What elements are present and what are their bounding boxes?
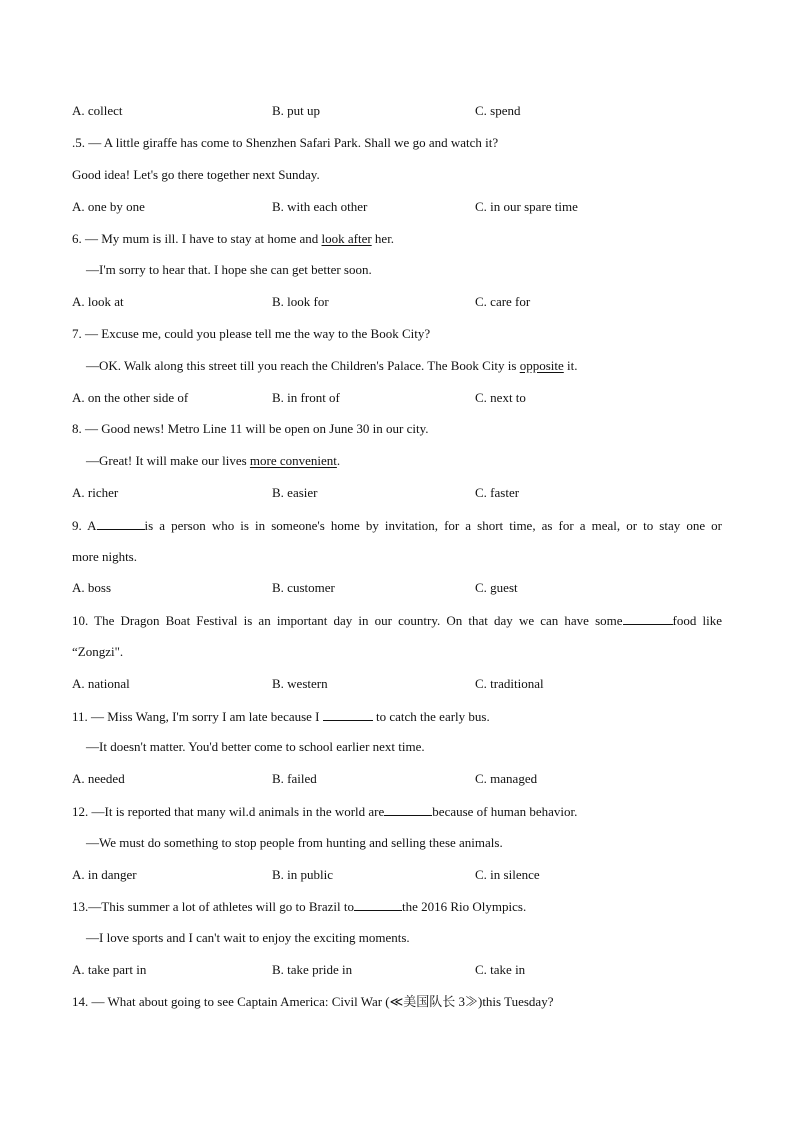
q7-reply-pre: —OK. Walk along this street till you reach the Children's Palace. The Book City is bbox=[86, 358, 520, 373]
q6-reply: —I'm sorry to hear that. I hope she can get better soon. bbox=[86, 262, 372, 277]
q13-stem bbox=[72, 898, 722, 915]
q11-stem bbox=[72, 708, 722, 725]
q12-stem-pre: 12. —It is reported that many wil.d animals in the world are bbox=[72, 804, 385, 819]
q11-option-b: B. failed bbox=[272, 771, 317, 786]
q6-stem-pre: 6. — My mum is ill. I have to stay at home and bbox=[72, 231, 322, 246]
q6-underlined-phrase: look after bbox=[321, 231, 372, 246]
q14-stem: 14. — What about going to see Captain America: Civil War (≪美国队长 3≫)this Tuesday? bbox=[72, 994, 554, 1009]
q12-stem-post: because of human behavior. bbox=[432, 804, 578, 819]
q5-option-c: C. in our spare time bbox=[475, 199, 578, 214]
q13-stem-post: the 2016 Rio Olympics. bbox=[401, 899, 527, 914]
q10-stem-continued: “Zongzi". bbox=[72, 644, 124, 659]
q12-blank bbox=[384, 803, 432, 816]
q7-option-c: C. next to bbox=[475, 390, 526, 405]
q12-reply: —We must do something to stop people from hunting and selling these animals. bbox=[86, 835, 503, 850]
q9-stem-continued: more nights. bbox=[72, 549, 137, 564]
q13-stem-pre: 13.—This summer a lot of athletes will go to Brazil to bbox=[72, 899, 354, 914]
q12-option-a: A. in danger bbox=[72, 867, 137, 882]
q10-option-b: B. western bbox=[272, 676, 328, 691]
q6-stem bbox=[72, 231, 722, 247]
q8-stem: 8. — Good news! Metro Line 11 will be open on June 30 in our city. bbox=[72, 421, 429, 436]
q9-stem bbox=[72, 517, 722, 534]
q11-blank bbox=[323, 708, 373, 721]
q9-stem-post: is a person who is in someone's home by invitation, for a short time, as for a meal, or to stay one or bbox=[144, 518, 722, 533]
q13-reply: —I love sports and I can't wait to enjoy the exciting moments. bbox=[86, 930, 410, 945]
q9-blank bbox=[97, 517, 145, 530]
q10-option-c: C. traditional bbox=[475, 676, 544, 691]
q10-stem-post: food like bbox=[672, 613, 723, 628]
q10-stem-pre: 10. The Dragon Boat Festival is an important day in our country. On that day we can have some bbox=[72, 613, 623, 628]
q12-stem bbox=[72, 803, 722, 820]
q11-reply: —It doesn't matter. You'd better come to school earlier next time. bbox=[86, 739, 425, 754]
q9-option-b: B. customer bbox=[272, 580, 335, 595]
q5-option-b: B. with each other bbox=[272, 199, 368, 214]
q8-option-a: A. richer bbox=[72, 485, 119, 500]
q8-underlined-phrase: more convenient bbox=[249, 453, 337, 468]
q8-option-c: C. faster bbox=[475, 485, 520, 500]
q8-reply bbox=[86, 453, 722, 469]
q7-option-a: A. on the other side of bbox=[72, 390, 189, 405]
q12-option-c: C. in silence bbox=[475, 867, 540, 882]
q7-stem: 7. — Excuse me, could you please tell me the way to the Book City? bbox=[72, 326, 431, 341]
q10-blank bbox=[623, 612, 673, 625]
q4-option-a: A. collect bbox=[72, 103, 123, 118]
q10-stem bbox=[72, 612, 722, 629]
q8-option-b: B. easier bbox=[272, 485, 318, 500]
q11-option-c: C. managed bbox=[475, 771, 538, 786]
q6-option-a: A. look at bbox=[72, 294, 124, 309]
q10-option-a: A. national bbox=[72, 676, 130, 691]
q11-option-a: A. needed bbox=[72, 771, 125, 786]
q13-option-c: C. take in bbox=[475, 962, 526, 977]
q12-option-b: B. in public bbox=[272, 867, 334, 882]
q11-stem-pre: 11. — Miss Wang, I'm sorry I am late because I bbox=[72, 709, 323, 724]
q9-stem-pre: 9. A bbox=[72, 518, 97, 533]
q5-answer: Good idea! Let's go there together next Sunday. bbox=[72, 167, 320, 182]
q6-option-b: B. look for bbox=[272, 294, 329, 309]
q7-reply-post: it. bbox=[563, 358, 578, 373]
q8-reply-post: . bbox=[336, 453, 341, 468]
q7-option-b: B. in front of bbox=[272, 390, 340, 405]
q4-option-c: C. spend bbox=[475, 103, 521, 118]
q6-option-c: C. care for bbox=[475, 294, 531, 309]
q5-stem: .5. — A little giraffe has come to Shenzhen Safari Park. Shall we go and watch it? bbox=[72, 135, 499, 150]
q7-underlined-word: opposite bbox=[519, 358, 564, 373]
q9-option-c: C. guest bbox=[475, 580, 518, 595]
q13-blank bbox=[354, 898, 402, 911]
q13-option-a: A. take part in bbox=[72, 962, 147, 977]
q9-option-a: A. boss bbox=[72, 580, 112, 595]
q13-option-b: B. take pride in bbox=[272, 962, 353, 977]
q5-option-a: A. one by one bbox=[72, 199, 145, 214]
q4-option-b: B. put up bbox=[272, 103, 321, 118]
q8-reply-pre: —Great! It will make our lives bbox=[86, 453, 250, 468]
q7-reply bbox=[86, 358, 722, 374]
q6-stem-post: her. bbox=[371, 231, 395, 246]
q11-stem-post: to catch the early bus. bbox=[372, 709, 490, 724]
